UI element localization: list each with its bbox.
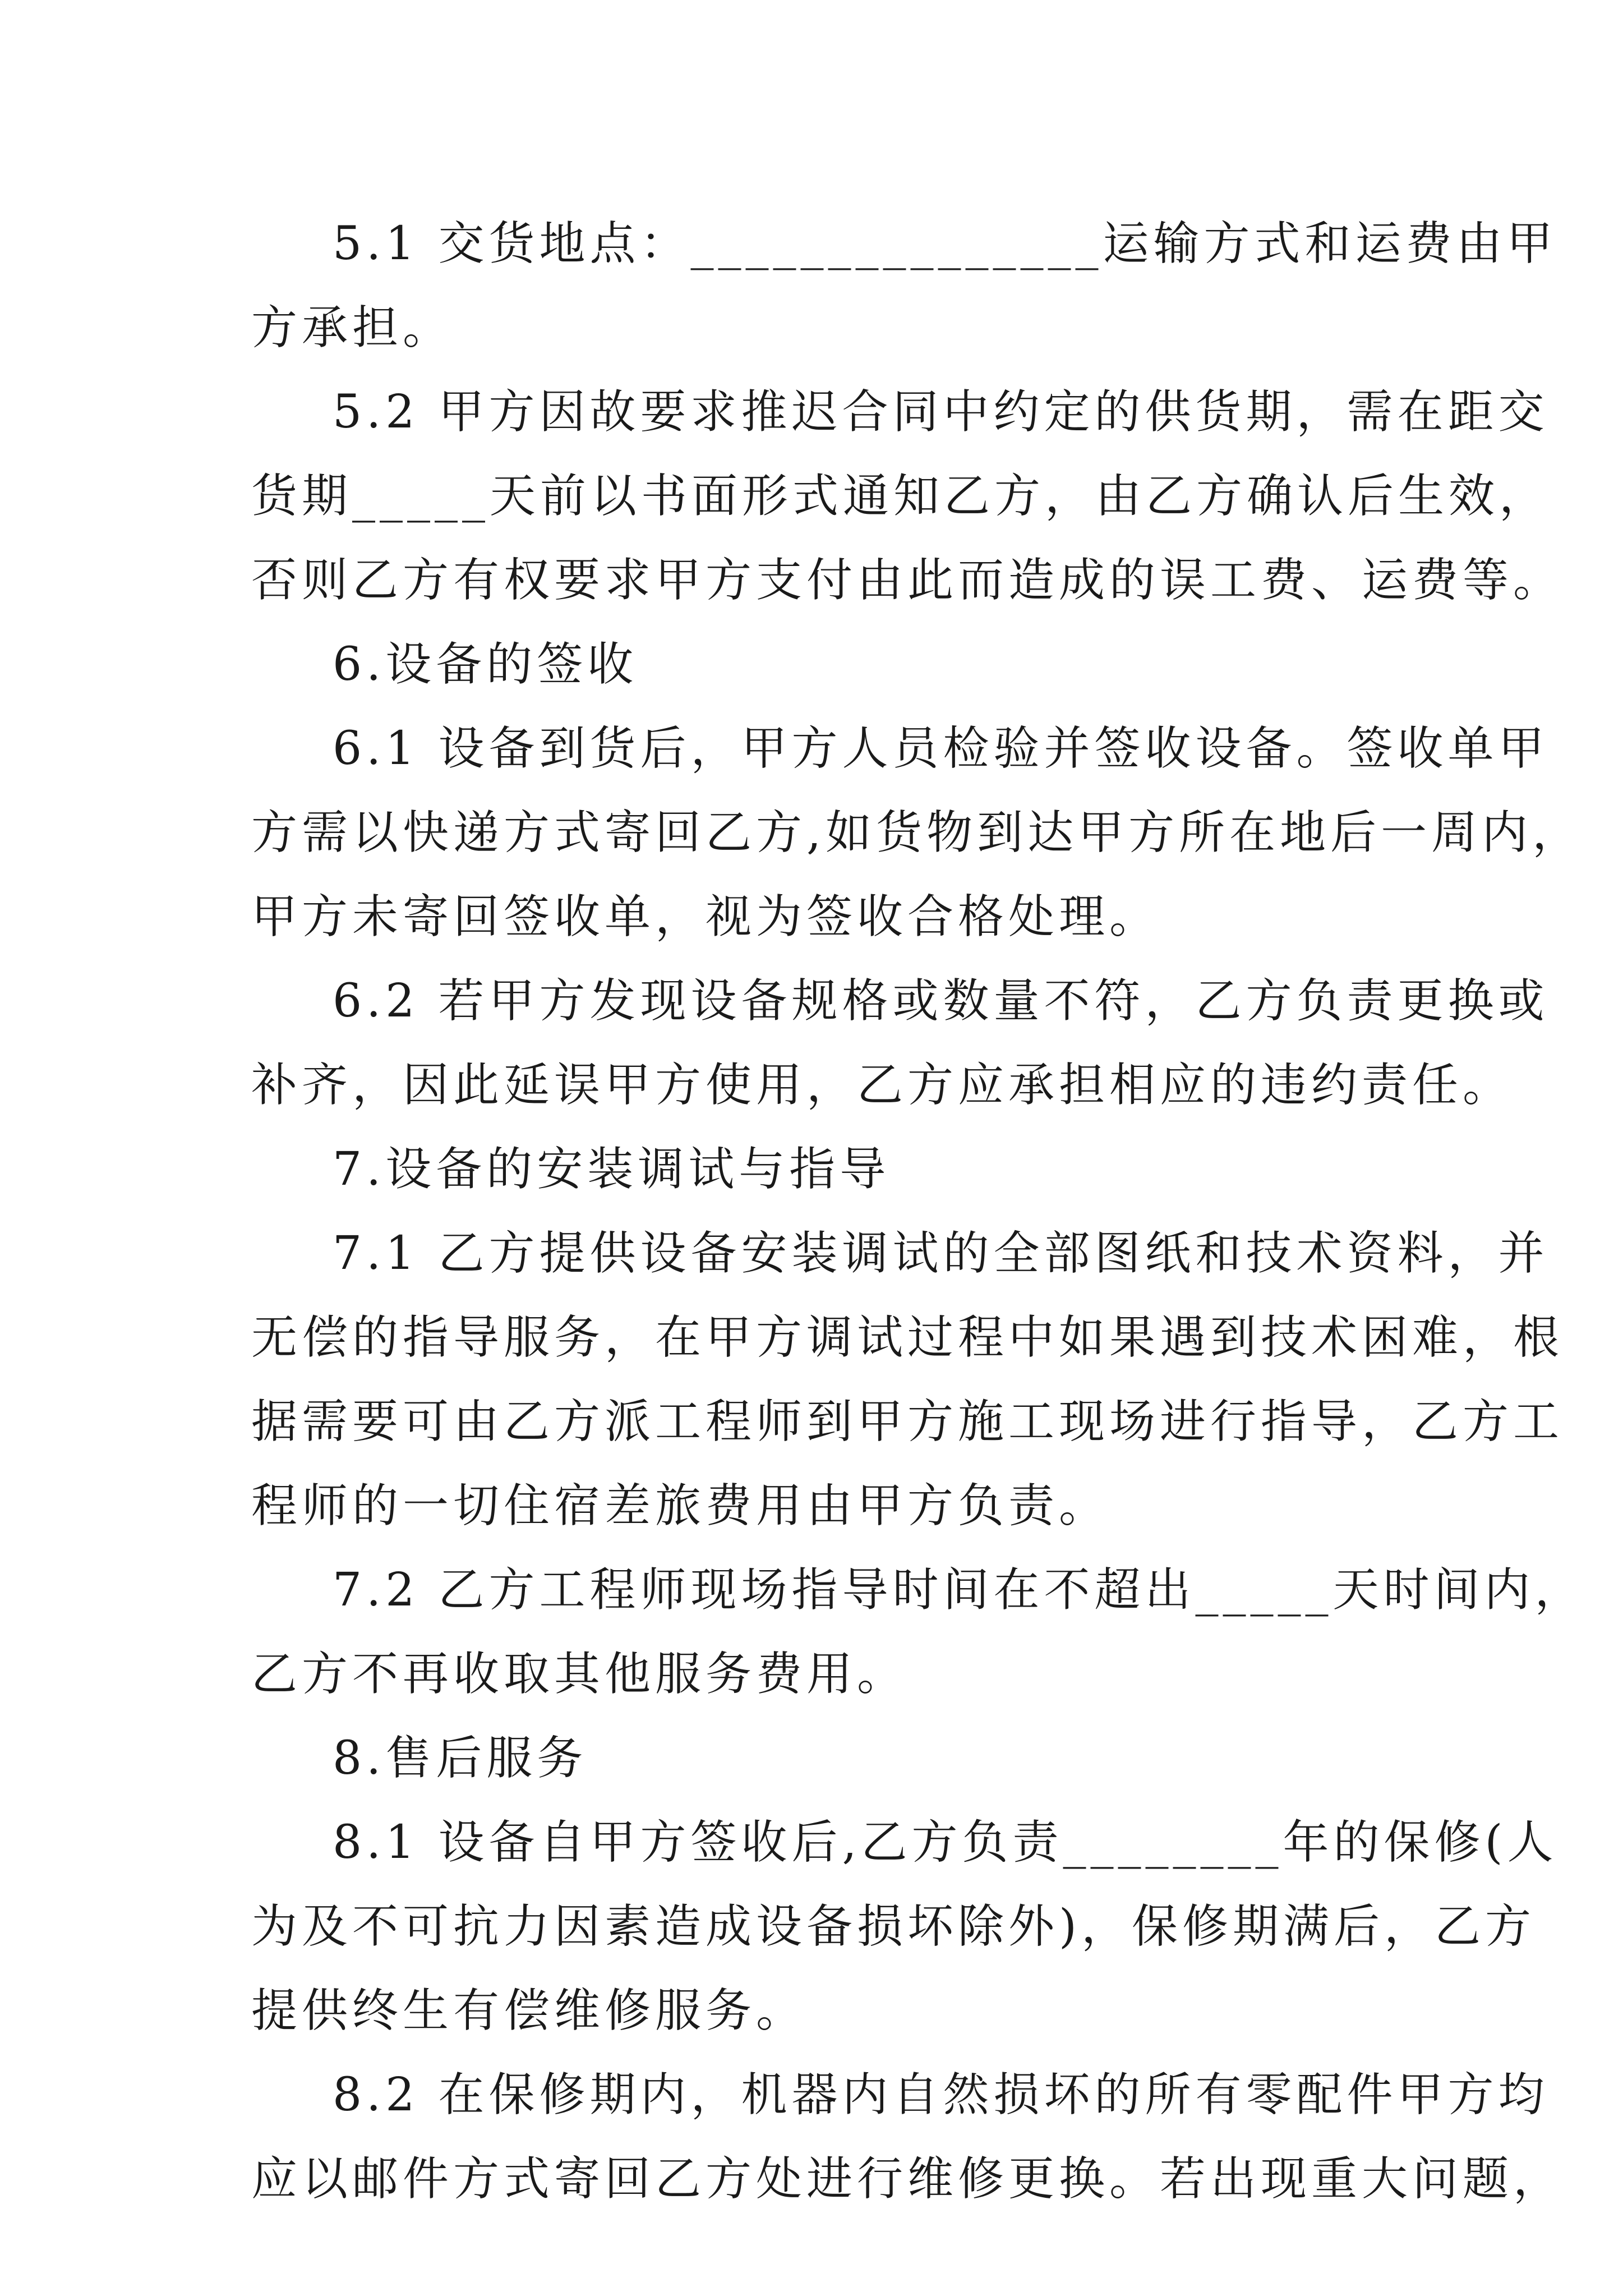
clause-5-2	[251, 370, 1564, 623]
text-line: 8.1 设备自甲方签收后,乙方负责________年的保修(人	[333, 1816, 1558, 1869]
text-line: 提供终生有偿维修服务。	[251, 1984, 807, 2037]
text-line: 无偿的指导服务，在甲方调试过程中如果遇到技术困难，根	[251, 1311, 1564, 1364]
text-line: 乙方不再收取其他服务费用。	[251, 1648, 908, 1701]
section-heading-7	[251, 1128, 1394, 1212]
text-line: 6.1 设备到货后，甲方人员检验并签收设备。签收单甲	[333, 722, 1549, 775]
text-line: 6.设备的签收	[333, 638, 638, 691]
text-line: 应以邮件方式寄回乙方处进行维修更换。若出现重大问题，	[251, 2152, 1564, 2206]
clause-6-2	[251, 959, 1549, 1128]
clause-8-2	[251, 2053, 1564, 2221]
text-line: 5.1 交货地点：_______________运输方式和运费由甲	[333, 217, 1557, 270]
text-line: 程师的一切住宿差旅费用由甲方负责。	[251, 1479, 1110, 1533]
text-line: 7.2 乙方工程师现场指导时间在不超出_____天时间内，	[333, 1563, 1585, 1617]
text-line: 货期_____天前以书面形式通知乙方，由乙方确认后生效，	[251, 470, 1550, 523]
text-line: 7.1 乙方提供设备安装调试的全部图纸和技术资料，并	[333, 1227, 1549, 1280]
clause-6-1	[251, 707, 1583, 959]
text-line: 8.2 在保修期内，机器内自然损坏的所有零配件甲方均	[333, 2068, 1549, 2122]
text-line: 6.2 若甲方发现设备规格或数量不符，乙方负责更换或	[333, 974, 1549, 1028]
text-line: 为及不可抗力因素造成设备损坏除外)，保修期满后，乙方	[251, 1900, 1536, 1953]
clause-7-2	[251, 1548, 1585, 1717]
text-line: 7.设备的安装调试与指导	[333, 1143, 891, 1196]
text-line: 方承担。	[251, 301, 454, 355]
clause-8-1	[251, 1801, 1558, 2053]
document-body	[251, 202, 1585, 2221]
section-heading-6	[251, 623, 1394, 707]
text-line: 5.2 甲方因故要求推迟合同中约定的供货期，需在距交	[333, 385, 1549, 439]
clause-5-1	[251, 202, 1557, 370]
text-line: 8.售后服务	[333, 1732, 588, 1785]
section-heading-8	[251, 1717, 1394, 1801]
text-line: 方需以快递方式寄回乙方,如货物到达甲方所在地后一周内，	[251, 806, 1583, 859]
text-line: 补齐，因此延误甲方使用，乙方应承担相应的违约责任。	[251, 1059, 1514, 1112]
text-line: 否则乙方有权要求甲方支付由此而造成的误工费、运费等。	[251, 554, 1564, 607]
clause-7-1	[251, 1212, 1564, 1548]
text-line: 甲方未寄回签收单，视为签收合格处理。	[251, 890, 1160, 944]
text-line: 据需要可由乙方派工程师到甲方施工现场进行指导，乙方工	[251, 1395, 1564, 1448]
